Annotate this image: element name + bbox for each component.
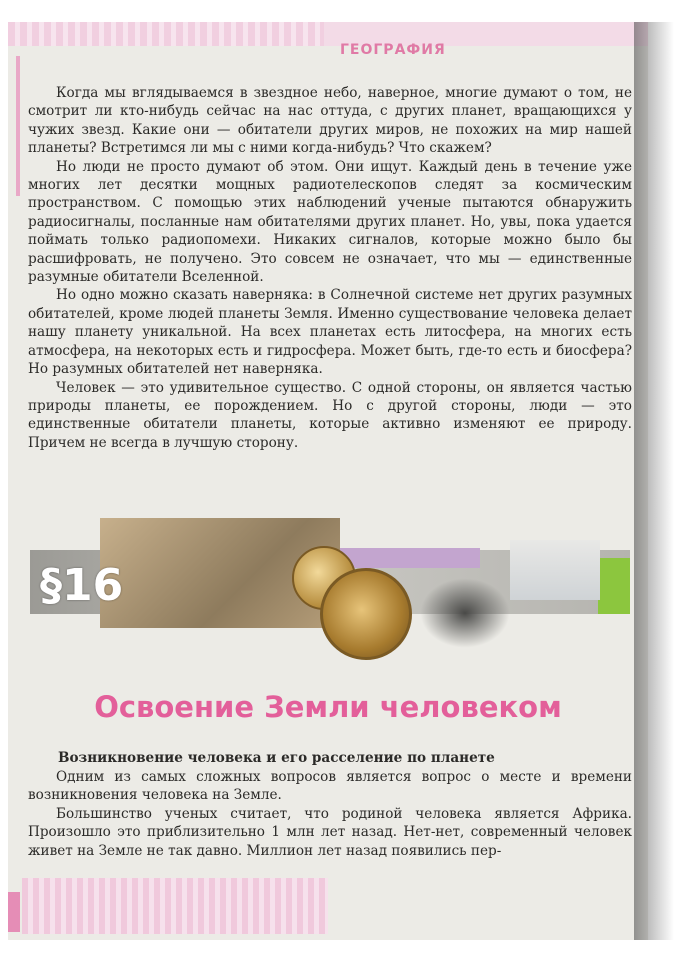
- paragraph-1: Когда мы вглядываемся в звездное небо, наверное, многие думают о том, не смотрит ли кто-нибудь сейчас на нас оттуда, с других планет, вращающихся у чужих звезд. Какие они — обитатели других миров, не похожих на мир нашей планеты? Встретимся ли мы с ними когда-нибудь? Что скажем?: [28, 85, 632, 157]
- chapter-title: Освоение Земли человеком: [94, 690, 562, 724]
- chapter-text: [28, 768, 632, 860]
- textbook-page: [8, 22, 648, 940]
- sky-image: [510, 540, 600, 600]
- paragraph-number: §16: [40, 560, 124, 611]
- left-margin-rule: [16, 56, 20, 196]
- paragraph-4: Человек — это удивительное существо. С одной стороны, он является частью природы планеты, ее порождением. Но с другой стороны, люди — это единственные обитатели планеты, которые активно изменяют ее природу. Причем не всегда в лучшую сторону.: [28, 379, 632, 451]
- chapter-paragraph-2: Большинство ученых считает, что родиной человека является Африка. Произошло это приблизительно 1 млн лет назад. Нет-нет, современный человек живет на Земле не так давно. Миллион лет назад появились пер-: [28, 805, 632, 859]
- paragraph-3: Но одно можно сказать наверняка: в Солнечной системе нет других разумных обитателей, кроме людей планеты Земля. Именно существование человека делает нашу планету уникальной. На всех планетах есть литосфера, на многих есть атмосфера, на некоторых есть и гидросфера. Может быть, где-то есть и биосфера? Но разумных обитателей нет наверняка.: [28, 287, 632, 378]
- navigation-instrument-image: [420, 578, 510, 648]
- section-subheading: Возникновение человека и его расселение по планете: [58, 750, 495, 766]
- section-banner: [30, 518, 630, 678]
- page-binding-shadow: [634, 22, 674, 940]
- bottom-band-edge: [8, 892, 20, 932]
- running-head: ГЕОГРАФИЯ: [340, 42, 446, 58]
- bottom-decorative-band: [22, 878, 328, 934]
- paragraph-2: Но люди не просто думают об этом. Они ищут. Каждый день в течение уже многих лет десятки мощных радиотелескопов следят за космическим пространством. С помощью этих наблюдений ученые пытаются обнаружить радиосигналы, посланные нам обитателями других планет. Но, увы, пока удается поймать только радиопомехи. Никаких сигналов, которые можно было бы расшифровать, не получено. Это совсем не означает, что мы — единственные разумные обитатели Вселенной.: [28, 158, 632, 286]
- intro-text: [28, 84, 632, 452]
- banner-green-block: [598, 558, 630, 614]
- chapter-paragraph-1: Одним из самых сложных вопросов является вопрос о месте и времени возникновения человека на Земле.: [28, 769, 632, 804]
- compass-icon: [320, 568, 412, 660]
